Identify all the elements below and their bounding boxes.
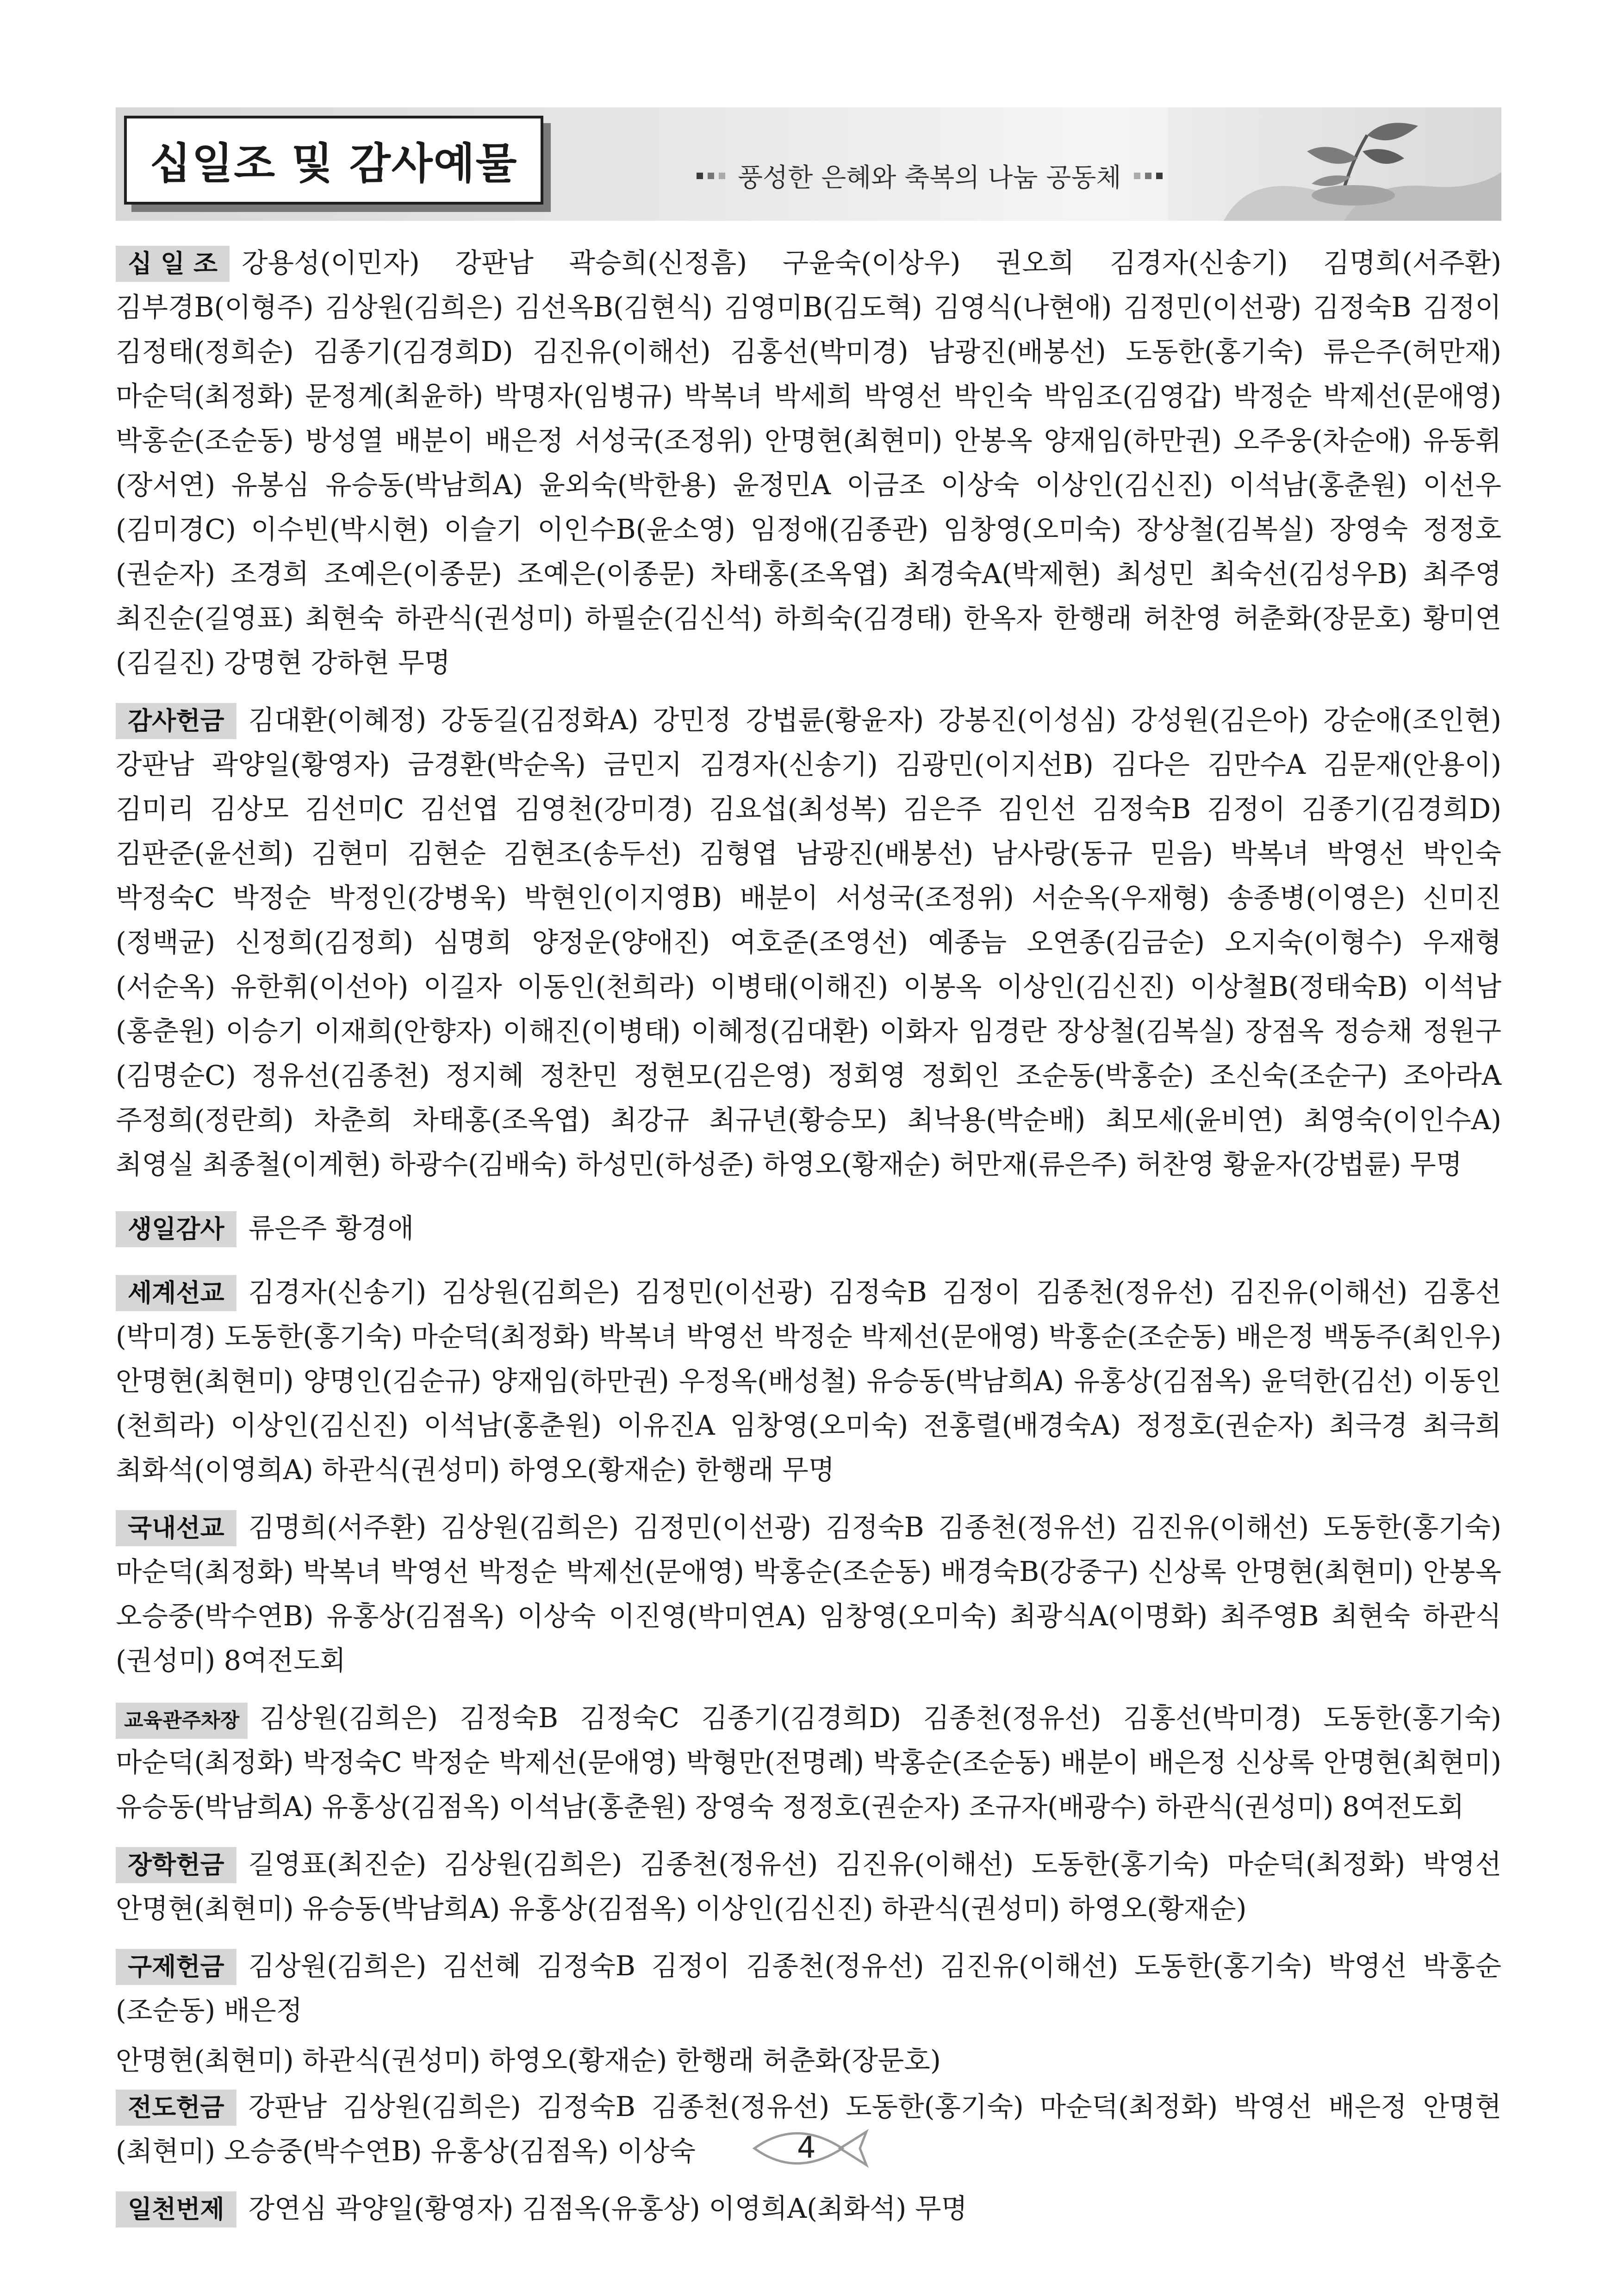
- square-bullet-icon: [708, 173, 714, 179]
- section-label: 전도헌금: [116, 2090, 236, 2126]
- donor-names: 류은주 황경애: [248, 1213, 414, 1244]
- donor-names: 강판남 김상원(김희은) 김정숙B 김종천(정유선) 도동한(홍기숙) 마순덕(최정화) 박영선 배은정 안명현(최현미) 오승중(박수연B) 유홍상(김점옥) 이상숙: [116, 2091, 1501, 2167]
- square-bullet-icon: [1156, 173, 1163, 179]
- offering-list: [116, 241, 1501, 2231]
- square-bullet-icon: [1145, 173, 1151, 179]
- section-label: 국내선교: [116, 1510, 236, 1546]
- page-number-badge: [745, 2121, 875, 2176]
- section-relief: [116, 1944, 1501, 2033]
- section-thanksgiving: [116, 698, 1501, 1187]
- donor-names: 김상원(김희은) 김정숙B 김정숙C 김종기(김경희D) 김종천(정유선) 김홍선(박미경) 도동한(홍기숙) 마순덕(최정화) 박정숙C 박정순 박제선(문애영) 박형만(전명례) 박홍순(조순동) 배분이 배은정 신상록 안명현(최현미) 유승동(박남희A) 유홍상(김점옥) 이석남(홍춘원) 장영숙 정정호(권순자) 조규자(배광수) 하관식(권성미) 8여전도회: [116, 1702, 1501, 1823]
- donor-names: 김명희(서주환) 김상원(김희은) 김정민(이선광) 김정숙B 김종천(정유선) 김진유(이해선) 도동한(홍기숙) 마순덕(최정화) 박복녀 박영선 박정순 박제선(문애영) 박홍순(조순동) 배경숙B(강중구) 신상록 안명현(최현미) 안봉옥 오승중(박수연B) 유홍상(김점옥) 이상숙 이진영(박미연A) 임창영(오미숙) 최광식A(이명화) 최주영B 최현숙 하관식(권성미) 8여전도회: [116, 1512, 1501, 1676]
- section-label: 십 일 조: [116, 246, 230, 282]
- donor-names: 김경자(신송기) 김상원(김희은) 김정민(이선광) 김정숙B 김정이 김종천(정유선) 김진유(이해선) 김홍선(박미경) 도동한(홍기숙) 마순덕(최정화) 박복녀 박영선 박정순 박제선(문애영) 박홍순(조순동) 배은정 백동주(최인우) 안명현(최현미) 양명인(김순규) 양재임(하만권) 우정옥(배성철) 유승동(박남희A) 유홍상(김점옥) 윤덕한(김선) 이동인(천희라) 이상인(김신진) 이석남(홍춘원) 이유진A 임창영(오미숙) 전홍렬(배경숙A) 정정호(권순자) 최극경 최극희 최화석(이영희A) 하관식(권성미) 하영오(황재순) 한행래 무명: [116, 1276, 1501, 1486]
- section-relief-continued: [116, 2038, 1501, 2083]
- page-title-box: [124, 116, 543, 205]
- section-tithe: [116, 241, 1501, 685]
- section-label: 세계선교: [116, 1275, 236, 1311]
- section-label: 장학헌금: [116, 1847, 236, 1883]
- section-label: 감사헌금: [116, 703, 236, 739]
- section-education-parking: [116, 1696, 1501, 1829]
- page-subtitle: 풍성한 은혜와 축복의 나눔 공동체: [738, 163, 1121, 193]
- donor-names: 김대환(이혜정) 강동길(김정화A) 강민정 강법륜(황윤자) 강봉진(이성심) 강성원(김은아) 강순애(조인현) 강판남 곽양일(황영자) 금경환(박순옥) 금민지 김경자(신송기) 김광민(이지선B) 김다은 김만수A 김문재(안용이) 김미리 김상모 김선미C 김선엽 김영천(강미경) 김요섭(최성복) 김은주 김인선 김정숙B 김정이 김종기(김경희D) 김판준(윤선희) 김현미 김현순 김현조(송두선) 김형엽 남광진(배봉선) 남사랑(동규 믿음) 박복녀 박영선 박인숙 박정숙C 박정순 박정인(강병욱) 박현인(이지영B) 배분이 서성국(조정위) 서순옥(우재형) 송종병(이영은) 신미진(정백균) 신정희(김정희) 심명희 양정운(양애진) 여호준(조영선) 예종늠 오연종(김금순) 오지숙(이형수) 우재형(서순옥) 유한휘(이선아) 이길자 이동인(천희라) 이병태(이해진) 이봉옥 이상인(김신진) 이상철B(정태숙B) 이석남(홍춘원) 이승기 이재희(안향자) 이해진(이병태) 이혜정(김대환) 이화자 임경란 장상철(김복실) 장점옥 정승채 정원구(김명순C) 정유선(김종천) 정지혜 정찬민 정현모(김은영) 정회영 정회인 조순동(박홍순) 조신숙(조순구) 조아라A 주정희(정란희) 차춘희 차태홍(조옥엽) 최강규 최규년(황승모) 최낙용(박순배) 최모세(윤비연) 최영숙(이인수A) 최영실 최종철(이계현) 하광수(김배숙) 하성민(하성준) 하영오(황재순) 허만재(류은주) 허찬영 황윤자(강법륜) 무명: [116, 704, 1501, 1180]
- plant-in-hands-decoration: [1168, 107, 1501, 221]
- square-bullet-icon: [697, 173, 703, 179]
- section-label: 일천번제: [116, 2191, 236, 2228]
- square-bullet-icon: [719, 173, 725, 179]
- section-label: 구제헌금: [116, 1949, 236, 1985]
- section-world-mission: [116, 1270, 1501, 1492]
- donor-names: 안명현(최현미) 하관식(권성미) 하영오(황재순) 한행래 허춘화(장문호): [116, 2045, 941, 2076]
- section-thousand-offerings: [116, 2186, 1501, 2231]
- section-birthday: [116, 1206, 1501, 1251]
- donor-names: 길영표(최진순) 김상원(김희은) 김종천(정유선) 김진유(이해선) 도동한(홍기숙) 마순덕(최정화) 박영선 안명현(최현미) 유승동(박남희A) 유홍상(김점옥) 이상인(김신진) 하관식(권성미) 하영오(황재순): [116, 1848, 1501, 1924]
- section-label: 생일감사: [116, 1211, 236, 1247]
- donor-names: 김상원(김희은) 김선혜 김정숙B 김정이 김종천(정유선) 김진유(이해선) 도동한(홍기숙) 박영선 박홍순(조순동) 배은정: [116, 1950, 1501, 2026]
- donor-names: 강용성(이민자) 강판남 곽승희(신정흠) 구윤숙(이상우) 권오희 김경자(신송기) 김명희(서주환) 김부경B(이형주) 김상원(김희은) 김선옥B(김현식) 김영미B(김도혁) 김영식(나현애) 김정민(이선광) 김정숙B 김정이 김정태(정희순) 김종기(김경희D) 김진유(이해선) 김홍선(박미경) 남광진(배봉선) 도동한(홍기숙) 류은주(허만재) 마순덕(최정화) 문정계(최윤하) 박명자(임병규) 박복녀 박세희 박영선 박인숙 박임조(김영갑) 박정순 박제선(문애영) 박홍순(조순동) 방성열 배분이 배은정 서성국(조정위) 안명현(최현미) 안봉옥 양재임(하만권) 오주웅(차순애) 유동휘(장서연) 유봉심 유승동(박남희A) 윤외숙(박한용) 윤정민A 이금조 이상숙 이상인(김신진) 이석남(홍춘원) 이선우(김미경C) 이수빈(박시현) 이슬기 이인수B(윤소영) 임정애(김종관) 임창영(오미숙) 장상철(김복실) 장영숙 정정호(권순자) 조경희 조예은(이종문) 조예은(이종문) 차태홍(조옥엽) 최경숙A(박제현) 최성민 최숙선(김성우B) 최주영 최진순(길영표) 최현숙 하관식(권성미) 하필순(김신석) 하희숙(김경태) 한옥자 한행래 허찬영 허춘화(장문호) 황미연(김길진) 강명현 강하현 무명: [116, 247, 1501, 678]
- donor-names: 강연심 곽양일(황영자) 김점옥(유홍상) 이영희A(최화석) 무명: [248, 2193, 967, 2224]
- square-bullet-icon: [1134, 173, 1140, 179]
- section-domestic-mission: [116, 1505, 1501, 1683]
- page-subtitle-row: [694, 157, 1165, 194]
- section-label: 교육관주차장: [116, 1703, 248, 1739]
- page-title: 십일조 및 감사예물: [149, 139, 518, 188]
- page-number: 4: [797, 2131, 816, 2165]
- section-scholarship: [116, 1842, 1501, 1931]
